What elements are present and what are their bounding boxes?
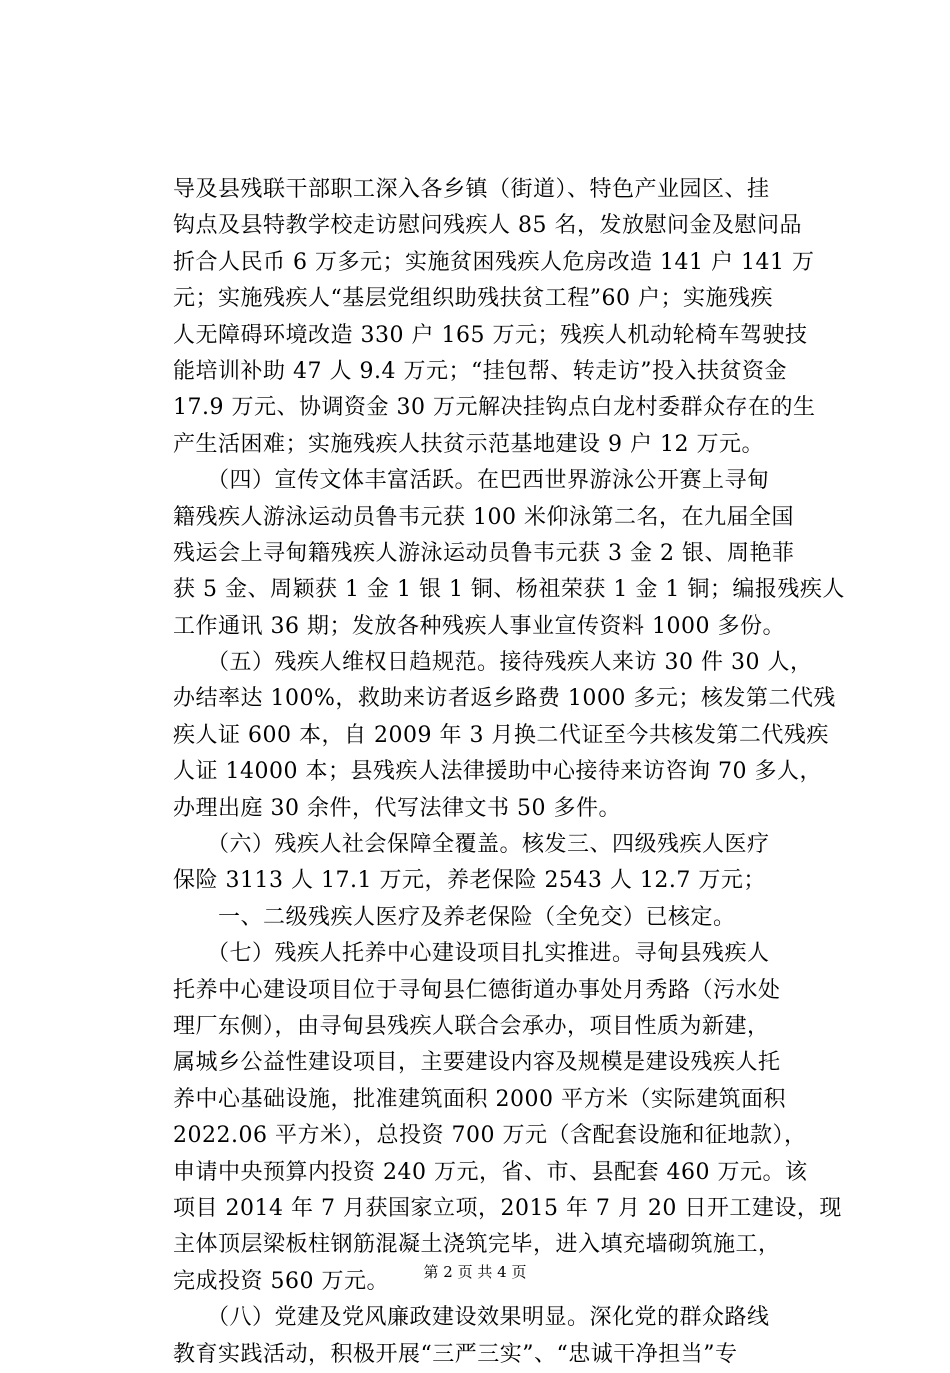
text-line: 人无障碍环境改造 330 户 165 万元；残疾人机动轮椅车驾驶技: [173, 322, 808, 348]
text-line: 产生活困难；实施残疾人扶贫示范基地建设 9 户 12 万元。: [173, 431, 764, 457]
text-line: 理厂东侧），由寻甸县残疾人联合会承办，项目性质为新建，: [173, 1013, 770, 1039]
text-line: 完成投资 560 万元。: [173, 1268, 389, 1294]
text-line: 工作通讯 36 期；发放各种残疾人事业宣传资料 1000 多份。: [173, 613, 785, 639]
text-line: （八）党建及党风廉政建设效果明显。深化党的群众路线: [173, 1305, 770, 1331]
text-line: 项目 2014 年 7 月获国家立项，2015 年 7 月 20 日开工建设，现: [173, 1195, 842, 1221]
page-footer: [0, 1262, 950, 1282]
text-line: （四）宣传文体丰富活跃。在巴西世界游泳公开赛上寻甸: [173, 468, 770, 494]
text-line: 能培训补助 47 人 9.4 万元；“挂包帮、转走访”投入扶贫资金: [173, 358, 787, 384]
text-line: 元；实施残疾人“基层党组织助残扶贫工程”60 户；实施残疾: [173, 286, 773, 312]
text-line: 养中心基础设施，批准建筑面积 2000 平方米（实际建筑面积: [173, 1086, 786, 1112]
page-number-label: 第 2 页 共 4 页: [423, 1263, 527, 1281]
text-line: 籍残疾人游泳运动员鲁韦元获 100 米仰泳第二名，在九届全国: [173, 504, 794, 530]
text-line: 保险 3113 人 17.1 万元，养老保险 2543 人 12.7 万元；: [173, 868, 766, 894]
text-line: 17.9 万元、协调资金 30 万元解决挂钩点白龙村委群众存在的生: [173, 395, 816, 421]
text-line: 钩点及县特教学校走访慰问残疾人 85 名，发放慰问金及慰问品: [173, 213, 802, 239]
text-line: 人证 14000 本；县残疾人法律援助中心接待来访咨询 70 多人，: [173, 759, 822, 785]
text-line: （七）残疾人托养中心建设项目扎实推进。寻甸县残疾人: [173, 941, 770, 967]
text-line: 办理出庭 30 余件，代写法律文书 50 多件。: [173, 795, 621, 821]
body-text: [173, 172, 845, 1373]
text-line: 残运会上寻甸籍残疾人游泳运动员鲁韦元获 3 金 2 银、周艳菲: [173, 540, 795, 566]
text-line: 教育实践活动，积极开展“三严三实”、“忠诚干净担当”专: [173, 1341, 738, 1367]
text-line: 主体顶层梁板柱钢筋混凝土浇筑完毕，进入填充墙砌筑施工，: [173, 1232, 781, 1258]
text-line: 获 5 金、周颖获 1 金 1 银 1 铜、杨祖荣获 1 金 1 铜；编报残疾人: [173, 577, 845, 603]
text-line: 办结率达 100%，救助来访者返乡路费 1000 多元；核发第二代残: [173, 686, 836, 712]
text-line: 申请中央预算内投资 240 万元，省、市、县配套 460 万元。该: [173, 1159, 808, 1185]
text-line: （五）残疾人维权日趋规范。接待残疾人来访 30 件 30 人，: [173, 650, 813, 676]
text-line: （六）残疾人社会保障全覆盖。核发三、四级残疾人医疗: [173, 832, 770, 858]
text-line: 导及县残联干部职工深入各乡镇（街道）、特色产业园区、挂: [173, 177, 770, 202]
text-line: 疾人证 600 本，自 2009 年 3 月换二代证至今共核发第二代残疾: [173, 722, 829, 748]
text-line: 折合人民币 6 万多元；实施贫困残疾人危房改造 141 户 141 万: [173, 249, 815, 275]
text-line: 一、二级残疾人医疗及养老保险（全免交）已核定。: [173, 904, 736, 930]
text-line: 托养中心建设项目位于寻甸县仁德街道办事处月秀路（污水处: [173, 977, 781, 1003]
text-line: 属城乡公益性建设项目，主要建设内容及规模是建设残疾人托: [173, 1050, 781, 1076]
text-line: 2022.06 平方米），总投资 700 万元（含配套设施和征地款），: [173, 1123, 807, 1149]
